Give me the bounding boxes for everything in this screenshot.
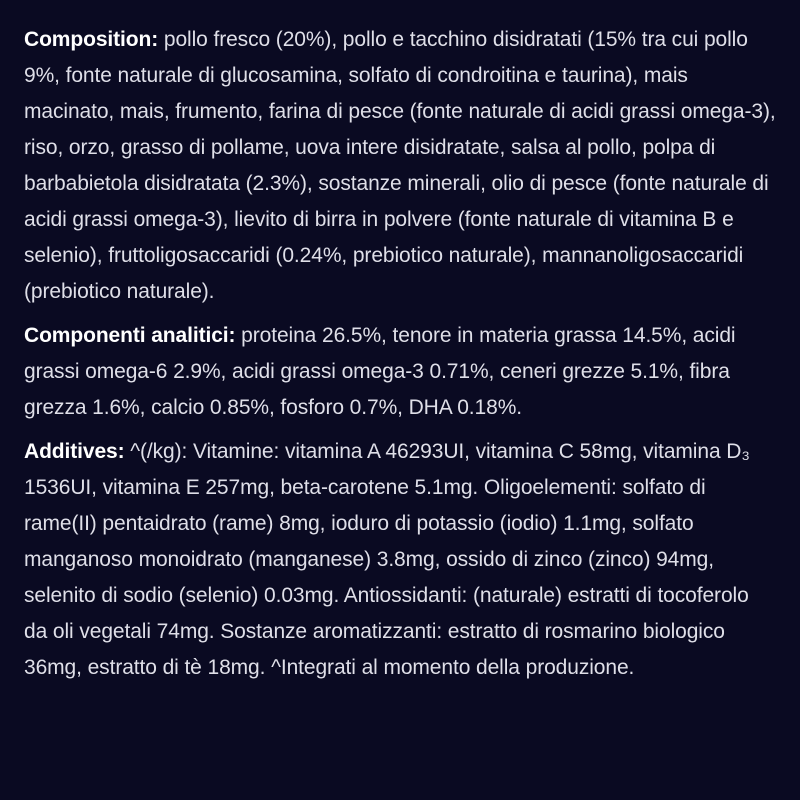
composition-paragraph (24, 22, 776, 310)
additives-text: ^(/kg): Vitamine: vitamina A 46293UI, vitamina C 58mg, vitamina D₃ 1536UI, vitamina E 257mg, beta-carotene 5.1mg. Oligoelementi: solfato di rame(II) pentaidrato (rame) 8mg, ioduro di potassio (iodio) 1.1mg, solfato manganoso monoidrato (manganese) 3.8mg, ossido di zinco (zinco) 94mg, selenito di sodio (selenio) 0.03mg. Antiossidanti: (naturale) estratti di tocoferolo da oli vegetali 74mg. Sostanze aromatizzanti: estratto di rosmarino biologico 36mg, estratto di tè 18mg. ^Integrati al momento della produzione. (24, 440, 750, 679)
analytical-components-paragraph (24, 318, 776, 426)
additives-heading: Additives: (24, 440, 125, 463)
analytical-components-heading: Componenti analitici: (24, 324, 236, 347)
additives-paragraph (24, 434, 776, 686)
composition-text: pollo fresco (20%), pollo e tacchino disidratati (15% tra cui pollo 9%, fonte naturale di glucosamina, solfato di condroitina e taurina), mais macinato, mais, frumento, farina di pesce (fonte naturale di acidi grassi omega-3), riso, orzo, grasso di pollame, uova intere disidratate, salsa al pollo, polpa di barbabietola disidratata (2.3%), sostanze minerali, olio di pesce (fonte naturale di acidi grassi omega-3), lievito di birra in polvere (fonte naturale di vitamina B e selenio), fruttoligosaccaridi (0.24%, prebiotico naturale), mannanoligosaccaridi (prebiotico naturale). (24, 28, 776, 303)
composition-heading: Composition: (24, 28, 159, 51)
analytical-components-text: proteina 26.5%, tenore in materia grassa 14.5%, acidi grassi omega-6 2.9%, acidi grassi omega-3 0.71%, ceneri grezze 5.1%, fibra grezza 1.6%, calcio 0.85%, fosforo 0.7%, DHA 0.18%. (24, 324, 736, 419)
